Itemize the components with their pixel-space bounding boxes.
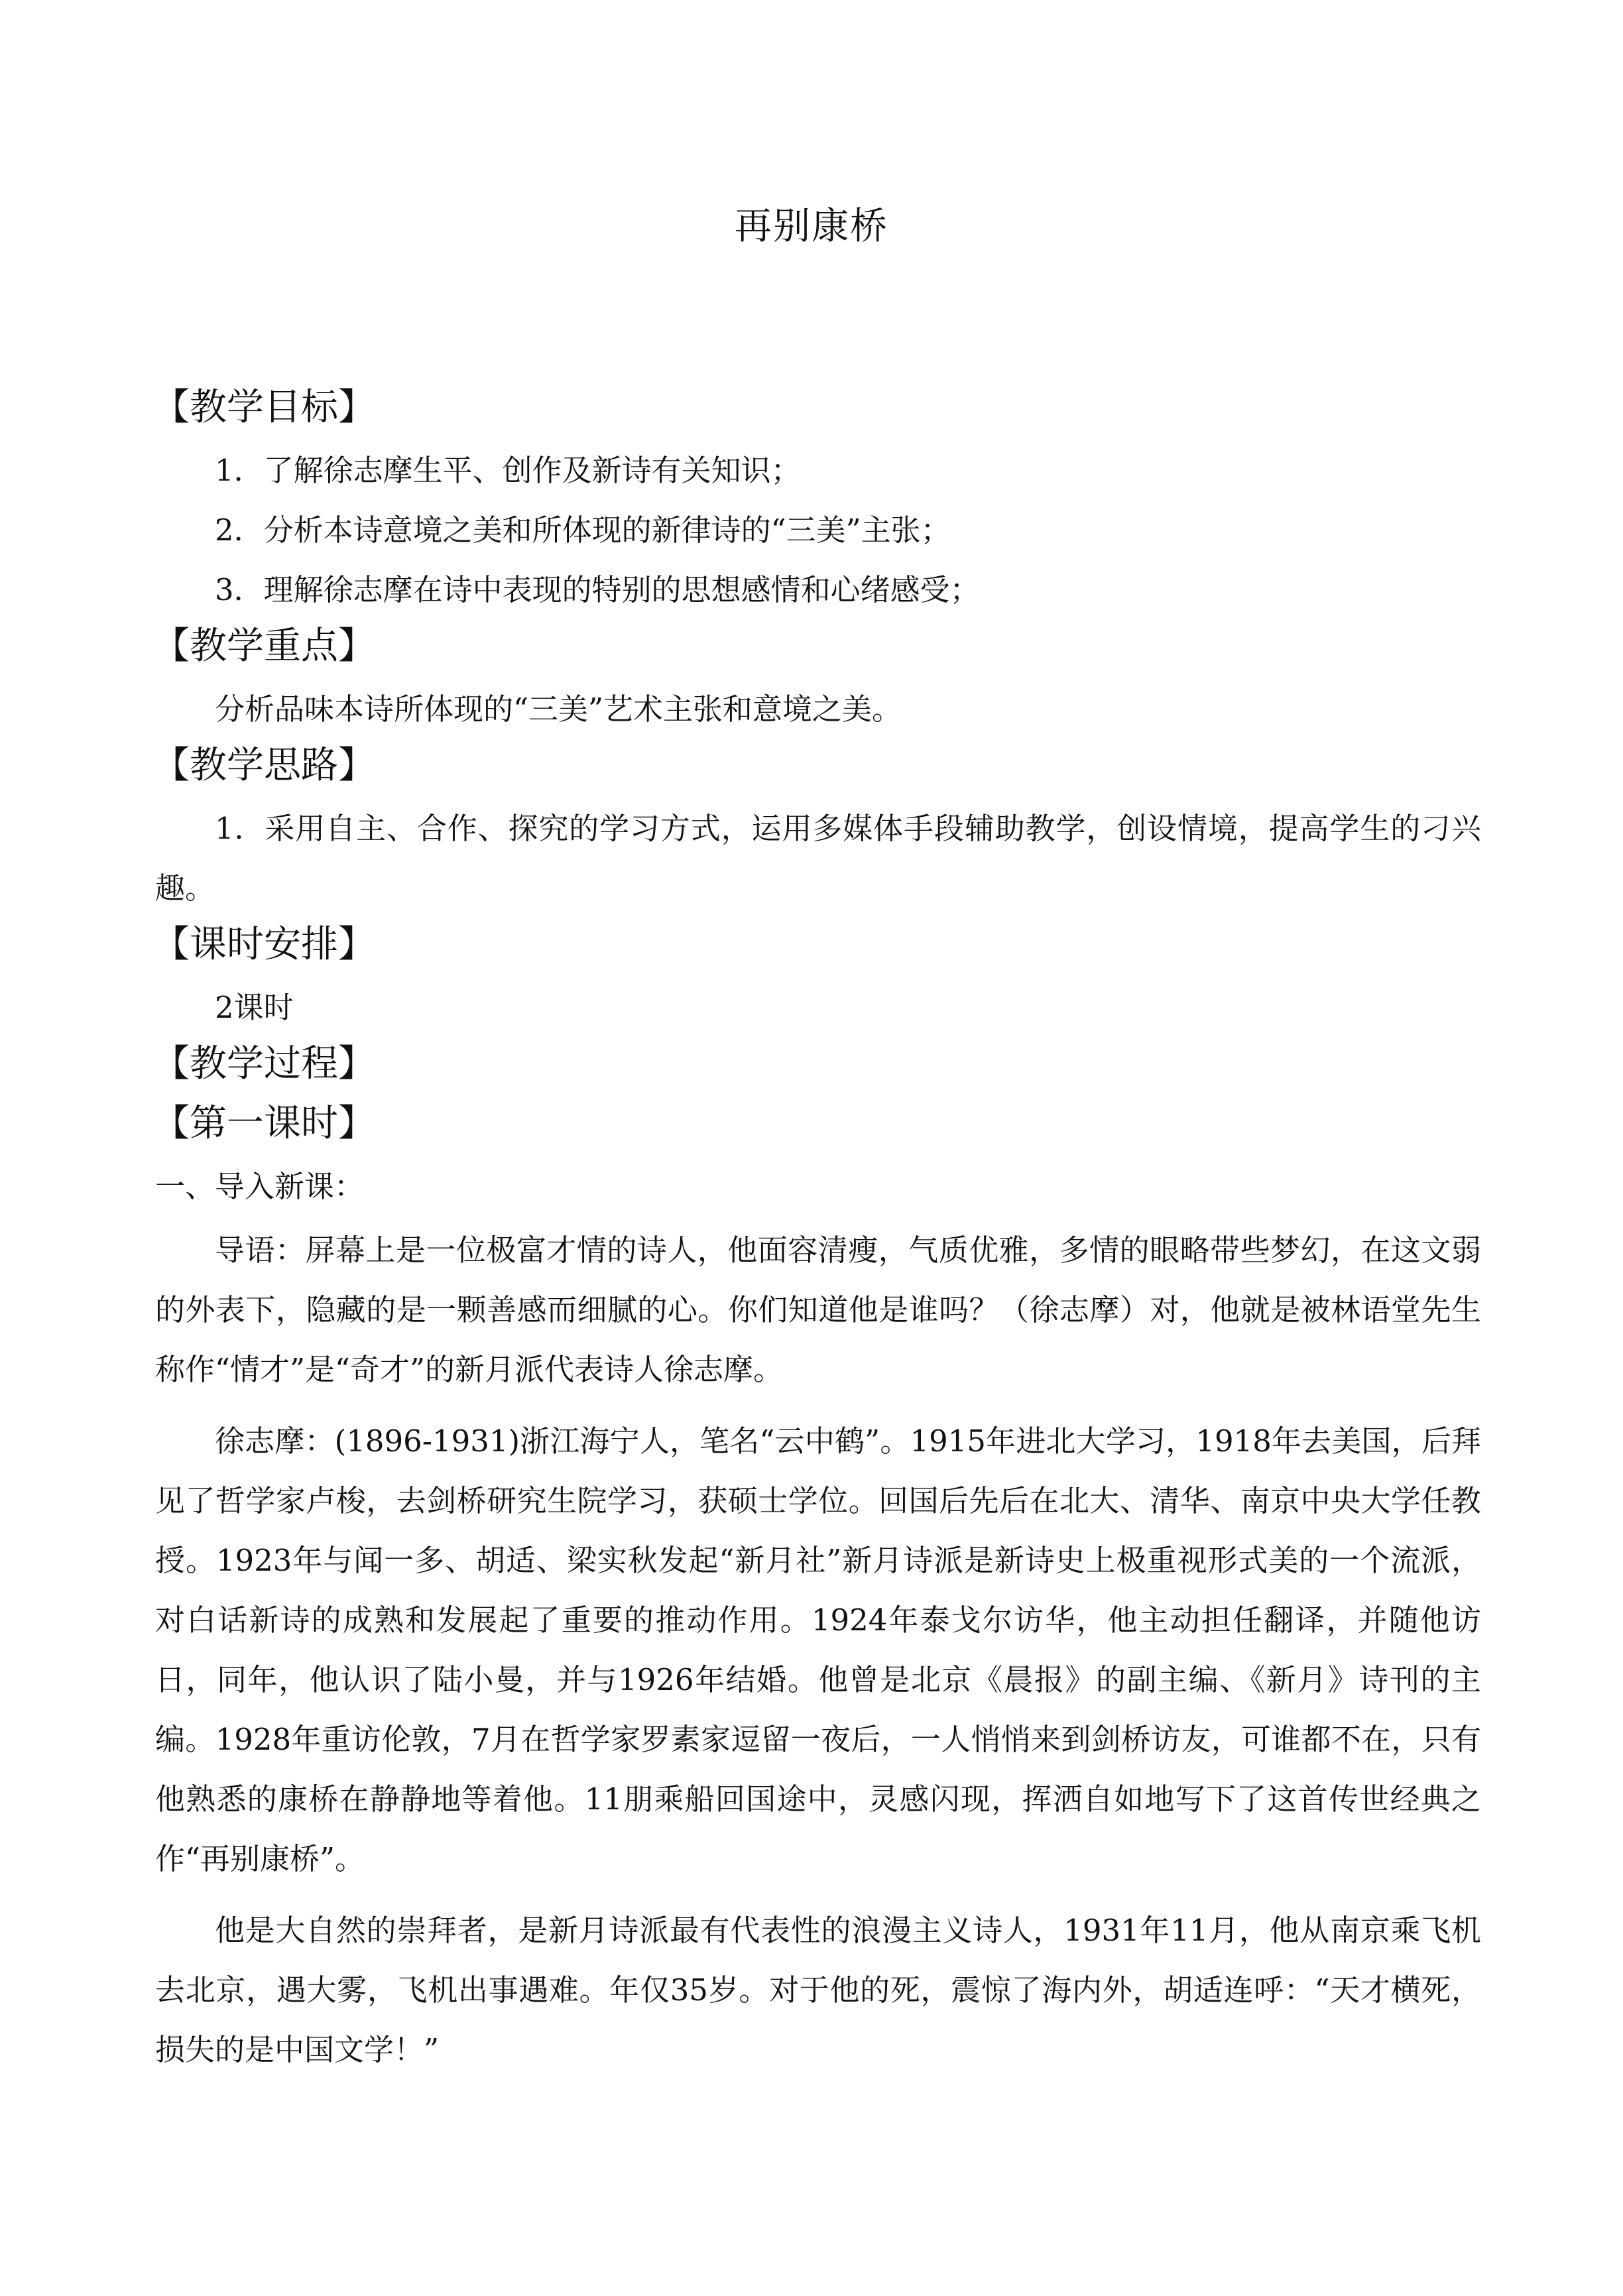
- paragraph-intro: 导语：屏幕上是一位极富才情的诗人，他面容清瘦，气质优雅，多情的眼略带些梦幻，在这文弱的外表下，隐藏的是一颗善感而细腻的心。你们知道他是谁吗？（徐志摩）对，他就是被林语堂先生称作“情才”是“奇才”的新月派代表诗人徐志摩。: [155, 1233, 1481, 1387]
- section-heading-approach: 【教学思路】: [152, 744, 375, 787]
- objective-item-1: 1．了解徐志摩生平、创作及新诗有关知识；: [215, 453, 801, 488]
- document-body: [152, 381, 1481, 2080]
- page-title: 再别康桥: [735, 205, 888, 248]
- intro-heading: 一、导入新课：: [155, 1169, 365, 1204]
- section-heading-lesson-1: 【第一课时】: [152, 1102, 375, 1145]
- paragraph-death: 他是大自然的崇拜者，是新月诗派最有代表性的浪漫主义诗人，1931年11月，他从南京乘飞机去北京，遇大雾，飞机出事遇难。年仅35岁。对于他的死，震惊了海内外，胡适连呼：“天才横死，损失的是中国文学！”: [155, 1913, 1481, 2067]
- approach-text: 1．采用自主、合作、探究的学习方式，运用多媒体手段辅助教学，创设情境，提高学生的刁兴趣。: [155, 811, 1481, 906]
- section-heading-schedule: 【课时安排】: [152, 923, 375, 966]
- section-heading-key-points: 【教学重点】: [152, 625, 375, 668]
- objective-item-2: 2．分析本诗意境之美和所体现的新律诗的“三美”主张；: [215, 513, 951, 548]
- schedule-text: 2课时: [215, 990, 294, 1025]
- objective-item-3: 3．理解徐志摩在诗中表现的特别的思想感情和心绪感受；: [215, 572, 980, 607]
- section-heading-objectives: 【教学目标】: [152, 386, 375, 429]
- section-heading-process: 【教学过程】: [152, 1042, 375, 1085]
- key-points-text: 分析品味本诗所体现的“三美”艺术主张和意境之美。: [215, 692, 902, 727]
- paragraph-biography: 徐志摩：(1896-1931)浙江海宁人，笔名“云中鹤”。1915年进北大学习，1918年去美国，后拜见了哲学家卢梭，去剑桥研究生院学习，获硕士学位。回国后先后在北大、清华、南京中央大学任教授。1923年与闻一多、胡适、梁实秋发起“新月社”新月诗派是新诗史上极重视形式美的一个流派，对白话新诗的成熟和发展起了重要的推动作用。1924年泰戈尔访华，他主动担任翻译，并随他访日，同年，他认识了陆小曼，并与1926年结婚。他曾是北京《晨报》的副主编、《新月》诗刊的主编。1928年重访伦敦，7月在哲学家罗素家逗留一夜后，一人悄悄来到剑桥访友，可谁都不在，只有他熟悉的康桥在静静地等着他。11朋乘船回国途中，灵感闪现，挥洒自如地写下了这首传世经典之作“再别康桥”。: [155, 1423, 1481, 1876]
